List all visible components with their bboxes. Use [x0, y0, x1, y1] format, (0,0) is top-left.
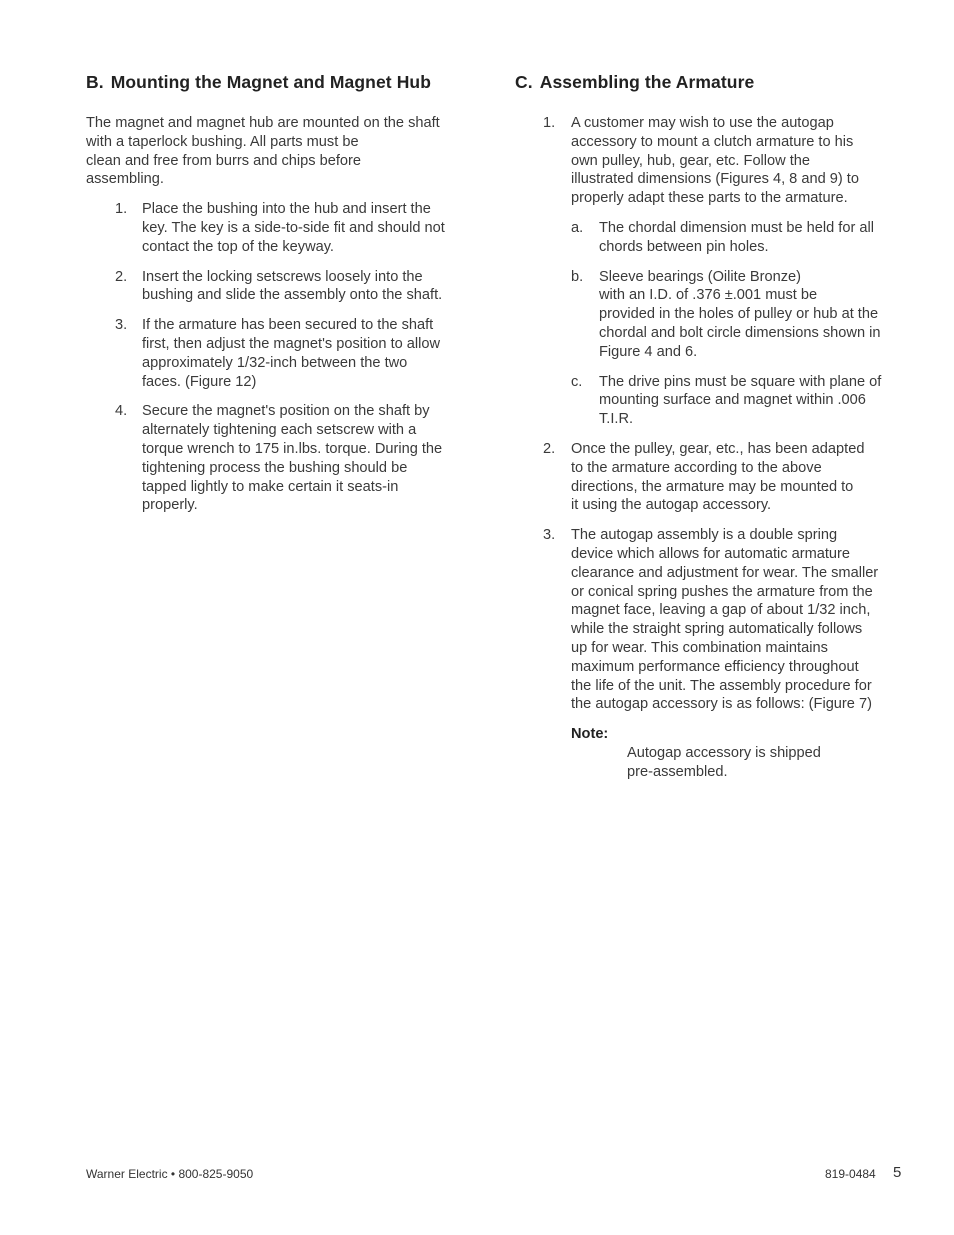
step-number: 4.: [115, 403, 128, 420]
section-c-step-1-substeps: [571, 219, 900, 429]
step-text: Secure the magnet's position on the shaft by alternately tightening each setscrew with a torque wrench to 175 in.lbs. torque. During the tightening process the bushing should be tapped lightly to make certain it seats-in properly.: [142, 403, 443, 514]
note: [571, 725, 900, 781]
section-b-step-3: [86, 316, 466, 391]
step-number: 1.: [115, 201, 128, 218]
substep-c: [571, 373, 900, 429]
substep-letter: b.: [571, 268, 584, 285]
section-c-step-1: [515, 114, 900, 429]
section-c: [515, 70, 900, 793]
substep-text: Sleeve bearings (Oilite Bronze) with an I.D. of .376 ±.001 must be provided in the holes of pulley or hub at the chordal and bolt circle dimensions shown in Figure 4 and 6.: [599, 268, 881, 360]
substep-text: The chordal dimension must be held for all chords between pin holes.: [599, 219, 874, 255]
section-b-letter: B.: [86, 72, 104, 92]
step-text: Once the pulley, gear, etc., has been adapted to the armature according to the above directions, the armature may be mounted to it using the autogap accessory.: [571, 440, 865, 514]
section-c-title: Assembling the Armature: [539, 72, 755, 92]
substep-letter: a.: [571, 219, 584, 236]
section-c-heading: [515, 70, 900, 94]
section-c-steps: [515, 114, 900, 782]
section-b-intro: The magnet and magnet hub are mounted on the shaft with a taperlock bushing. All parts must be clean and free from burrs and chips before assembling.: [86, 115, 440, 188]
section-b-step-1: [86, 200, 466, 256]
note-label: Note:: [571, 726, 609, 743]
note-text: Autogap accessory is shipped pre-assembled.: [627, 744, 821, 780]
section-c-step-3: [515, 526, 900, 781]
substep-a: [571, 219, 900, 257]
step-number: 1.: [543, 115, 556, 131]
step-text: The autogap assembly is a double spring device which allows for automatic armature clearance and adjustment for wear. The smaller or conical spring pushes the armature from the magnet face, leaving a gap of about 1/32 inch, while the straight spring automatically follows up for wear. This combination maintains maximum performance efficiency throughout the life of the unit. The assembly procedure for the autogap accessory is as follows: (Figure 7): [571, 527, 879, 713]
footer-company: Warner Electric • 800-825-9050: [86, 1167, 254, 1181]
substep-text: The drive pins must be square with plane of mounting surface and magnet within .006 T.I.R.: [599, 373, 882, 428]
section-b-step-4: [86, 402, 466, 515]
step-number: 2.: [543, 440, 556, 457]
step-text: If the armature has been secured to the shaft first, then adjust the magnet's position to allow approximately 1/32-inch between the two faces. (Figure 12): [142, 317, 441, 390]
step-number: 3.: [115, 317, 128, 334]
substep-letter: c.: [571, 373, 583, 390]
section-b-steps: [86, 200, 466, 515]
section-b-heading: [86, 70, 466, 94]
section-b-title: Mounting the Magnet and Magnet Hub: [110, 72, 432, 92]
footer-doc-number: 819-0484: [825, 1167, 876, 1181]
step-number: 3.: [543, 527, 556, 544]
step-text: A customer may wish to use the autogap accessory to mount a clutch armature to his own pulley, hub, gear, etc. Follow the illustrated dimensions (Figures 4, 8 and 9) to properly adapt these parts to the armature.: [571, 115, 859, 207]
section-b: [86, 70, 466, 526]
section-c-step-2: [515, 440, 900, 515]
page-number: 5: [893, 1164, 902, 1181]
step-text: Place the bushing into the hub and insert the key. The key is a side-to-side fit and should not contact the top of the keyway.: [142, 201, 445, 255]
substep-b: [571, 268, 900, 362]
step-text: Insert the locking setscrews loosely into the bushing and slide the assembly onto the shaft.: [142, 268, 443, 304]
section-b-step-2: [86, 268, 466, 306]
step-number: 2.: [115, 268, 128, 285]
section-c-letter: C.: [515, 72, 533, 92]
